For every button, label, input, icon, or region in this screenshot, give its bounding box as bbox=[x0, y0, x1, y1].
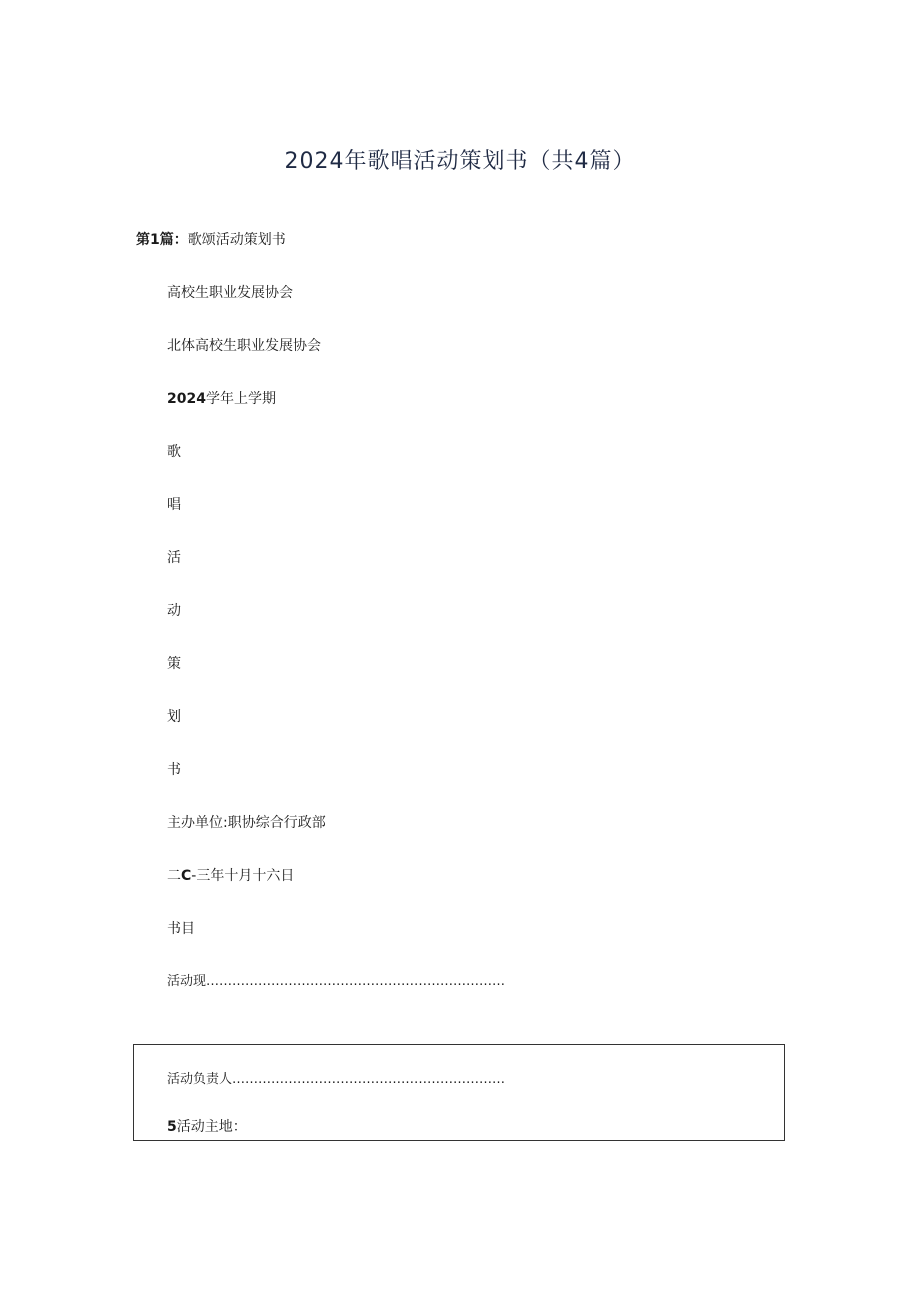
vertical-char-5: 策 bbox=[167, 656, 181, 672]
vertical-char-6: 划 bbox=[167, 709, 181, 725]
date-prefix: 二 bbox=[167, 868, 181, 884]
toc-box-entry-2 bbox=[167, 1118, 247, 1136]
section-number: 第1篇： bbox=[136, 232, 188, 248]
vertical-char-2: 唱 bbox=[167, 497, 181, 513]
date-rest: -三年十月十六日 bbox=[191, 868, 295, 884]
vertical-char-4: 动 bbox=[167, 603, 181, 619]
toc-entry-1: 活动现…………………………………………………………… bbox=[167, 974, 506, 989]
section-title: 歌颂活动策划书 bbox=[187, 232, 286, 248]
toc-box-entry-1: 活动负责人……………………………………………………… bbox=[167, 1072, 506, 1087]
vertical-char-3: 活 bbox=[167, 550, 181, 566]
term-line bbox=[167, 390, 276, 408]
organizer-line: 主办单位:职协综合行政部 bbox=[167, 815, 326, 831]
term-rest: 学年上学期 bbox=[205, 391, 276, 407]
org-line-1: 高校生职业发展协会 bbox=[167, 285, 293, 301]
date-bold-char: C bbox=[181, 868, 192, 884]
vertical-char-1: 歌 bbox=[167, 444, 181, 460]
document-title: 2024年歌唱活动策划书（共4篇） bbox=[284, 149, 636, 174]
term-year: 2024 bbox=[167, 391, 206, 407]
vertical-char-7: 书 bbox=[167, 762, 181, 778]
contents-heading: 书目 bbox=[167, 921, 195, 937]
toc-box-entry-2-number: 5 bbox=[167, 1119, 177, 1135]
section-heading bbox=[136, 231, 286, 249]
date-line bbox=[167, 867, 294, 885]
toc-box-entry-2-text: 活动主地： bbox=[176, 1119, 247, 1135]
org-line-2: 北体高校生职业发展协会 bbox=[167, 338, 321, 354]
